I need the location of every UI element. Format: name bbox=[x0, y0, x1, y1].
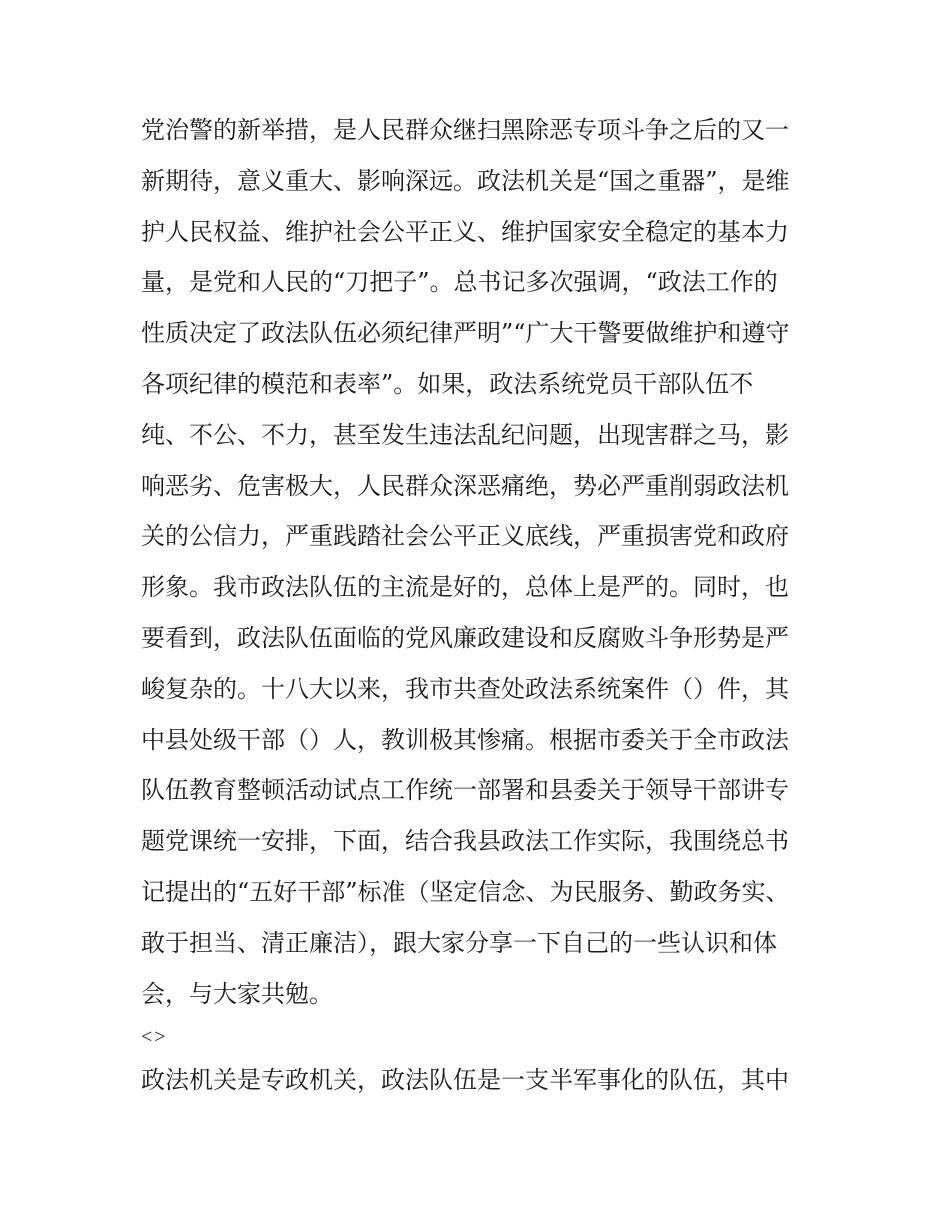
text-line: 敢于担当、清正廉洁），跟大家分享一下自己的一些认识和体 bbox=[141, 928, 777, 957]
section-marker: <> bbox=[141, 1026, 168, 1049]
text-line: 性质决定了政法队伍必须纪律严明”“广大干警要做维护和遵守 bbox=[141, 319, 790, 348]
text-line: 记提出的“五好干部”标准（坚定信念、为民服务、勤政务实、 bbox=[141, 877, 790, 906]
text-line: 响恶劣、危害极大，人民群众深恶痛绝，势必严重削弱政法机 bbox=[141, 471, 789, 500]
text-line: 会，与大家共勉。 bbox=[141, 979, 333, 1008]
text-line: 党治警的新举措，是人民群众继扫黑除恶专项斗争之后的又一 bbox=[141, 116, 789, 144]
text-line: 各项纪律的模范和表率”。如果，政法系统党员干部队伍不 bbox=[141, 369, 754, 398]
document-body bbox=[141, 105, 821, 1106]
text-line: 中县处级干部（）人，教训极其惨痛。根据市委关于全市政法 bbox=[141, 725, 789, 754]
text-line: 政法机关是专政机关，政法队伍是一支半军事化的队伍，其中 bbox=[141, 1066, 789, 1095]
text-line: 峻复杂的。十八大以来，我市共查处政法系统案件（）件，其 bbox=[141, 674, 789, 703]
paragraph-1 bbox=[141, 105, 821, 1019]
text-line: 量，是党和人民的“刀把子”。总书记多次强调，“政法工作的 bbox=[141, 268, 778, 297]
text-line: 关的公信力，严重践踏社会公平正义底线，严重损害党和政府 bbox=[141, 522, 789, 551]
text-line: 题党课统一安排，下面，结合我县政法工作实际，我围绕总书 bbox=[141, 827, 789, 856]
text-line: 纯、不公、不力，甚至发生违法乱纪问题，出现害群之马，影 bbox=[141, 420, 789, 449]
text-line: 护人民权益、维护社会公平正义、维护国家安全稳定的基本力 bbox=[141, 217, 789, 246]
text-line: 要看到，政法队伍面临的党风廉政建设和反腐败斗争形势是严 bbox=[141, 623, 789, 652]
text-line: 形象。我市政法队伍的主流是好的，总体上是严的。同时，也 bbox=[141, 573, 789, 602]
text-line: 新期待，意义重大、影响深远。政法机关是“国之重器”，是维 bbox=[141, 166, 790, 195]
text-line: 队伍教育整顿活动试点工作统一部署和县委关于领导干部讲专 bbox=[141, 776, 789, 805]
paragraph-2 bbox=[141, 1055, 821, 1106]
